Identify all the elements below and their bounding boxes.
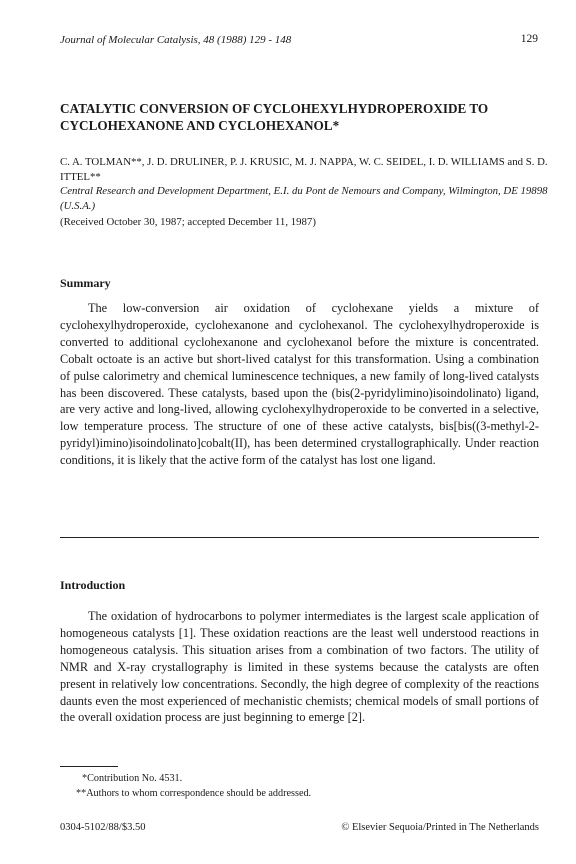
summary-paragraph: The low-conversion air oxidation of cyclohexane yields a mixture of cyclohexylhydroperoxide, cyclohexanone and cyclohexanol. The cyclohexylhydroperoxide is converted to additional cyclohexanone and cyclohexanol before the mixture is concentrated. Cobalt octoate is an active but short-lived catalyst for this transformation. Using a combination of pulse calorimetry and chemical luminescence techniques, a new family of long-lived catalysts has been discovered. These catalysts, based upon the (bis(2-pyridylimino)isoindolinato) ligand, are very active and long-lived, allowing cyclohexylhydroperoxide to be converted in a selective, low temperature process. The structure of one of these active catalysts, bis[bis((3-methyl-2-pyridyl)imino)isoindolinato]cobalt(II), has been determined crystallographically. Under reaction conditions, it is likely that the active form of the catalyst has lost one ligand. [60,301,539,468]
introduction-paragraph: The oxidation of hydrocarbons to polymer intermediates is the largest scale application of homogeneous catalysts [1]. These oxidation reactions are the least well understood reactions in homogeneous catalysis. This situation arises from a combination of two factors. The utility of NMR and X-ray crystallography is limited in these systems because the catalysts are often present in relatively low concentrations. Secondly, the high degree of complexity of the reactions daunts even the most experienced of mechanistic chemists; chemical models of small portions of the overall oxidation process are just beginning to emerge [2]. [60,609,539,725]
author-list: C. A. TOLMAN**, J. D. DRULINER, P. J. KRUSIC, M. J. NAPPA, W. C. SEIDEL, I. D. WILLIAMS and S. D. ITTEL** [60,156,548,183]
section-divider [60,537,539,538]
article-title: CATALYTIC CONVERSION OF CYCLOHEXYLHYDROPEROXIDE TO CYCLOHEXANONE AND CYCLOHEXANOL* [60,101,489,133]
journal-citation: Journal of Molecular Catalysis, 48 (1988) 129 - 148 [60,34,292,46]
footnote-correspondence: **Authors to whom correspondence should be addressed. [76,788,312,799]
issn-price-code: 0304-5102/88/$3.50 [60,822,146,833]
footnote-divider [60,766,118,767]
page-number: 129 [520,33,538,45]
affiliation: Central Research and Development Department, E.I. du Pont de Nemours and Company, Wilmington, DE 19898 (U.S.A.) [60,185,548,212]
introduction-heading: Introduction [60,578,126,592]
footnote-contribution: *Contribution No. 4531. [82,773,183,784]
summary-heading: Summary [60,276,111,290]
received-dates: (Received October 30, 1987; accepted December 11, 1987) [60,216,316,228]
publisher-line: © Elsevier Sequoia/Printed in The Netherlands [341,822,539,833]
